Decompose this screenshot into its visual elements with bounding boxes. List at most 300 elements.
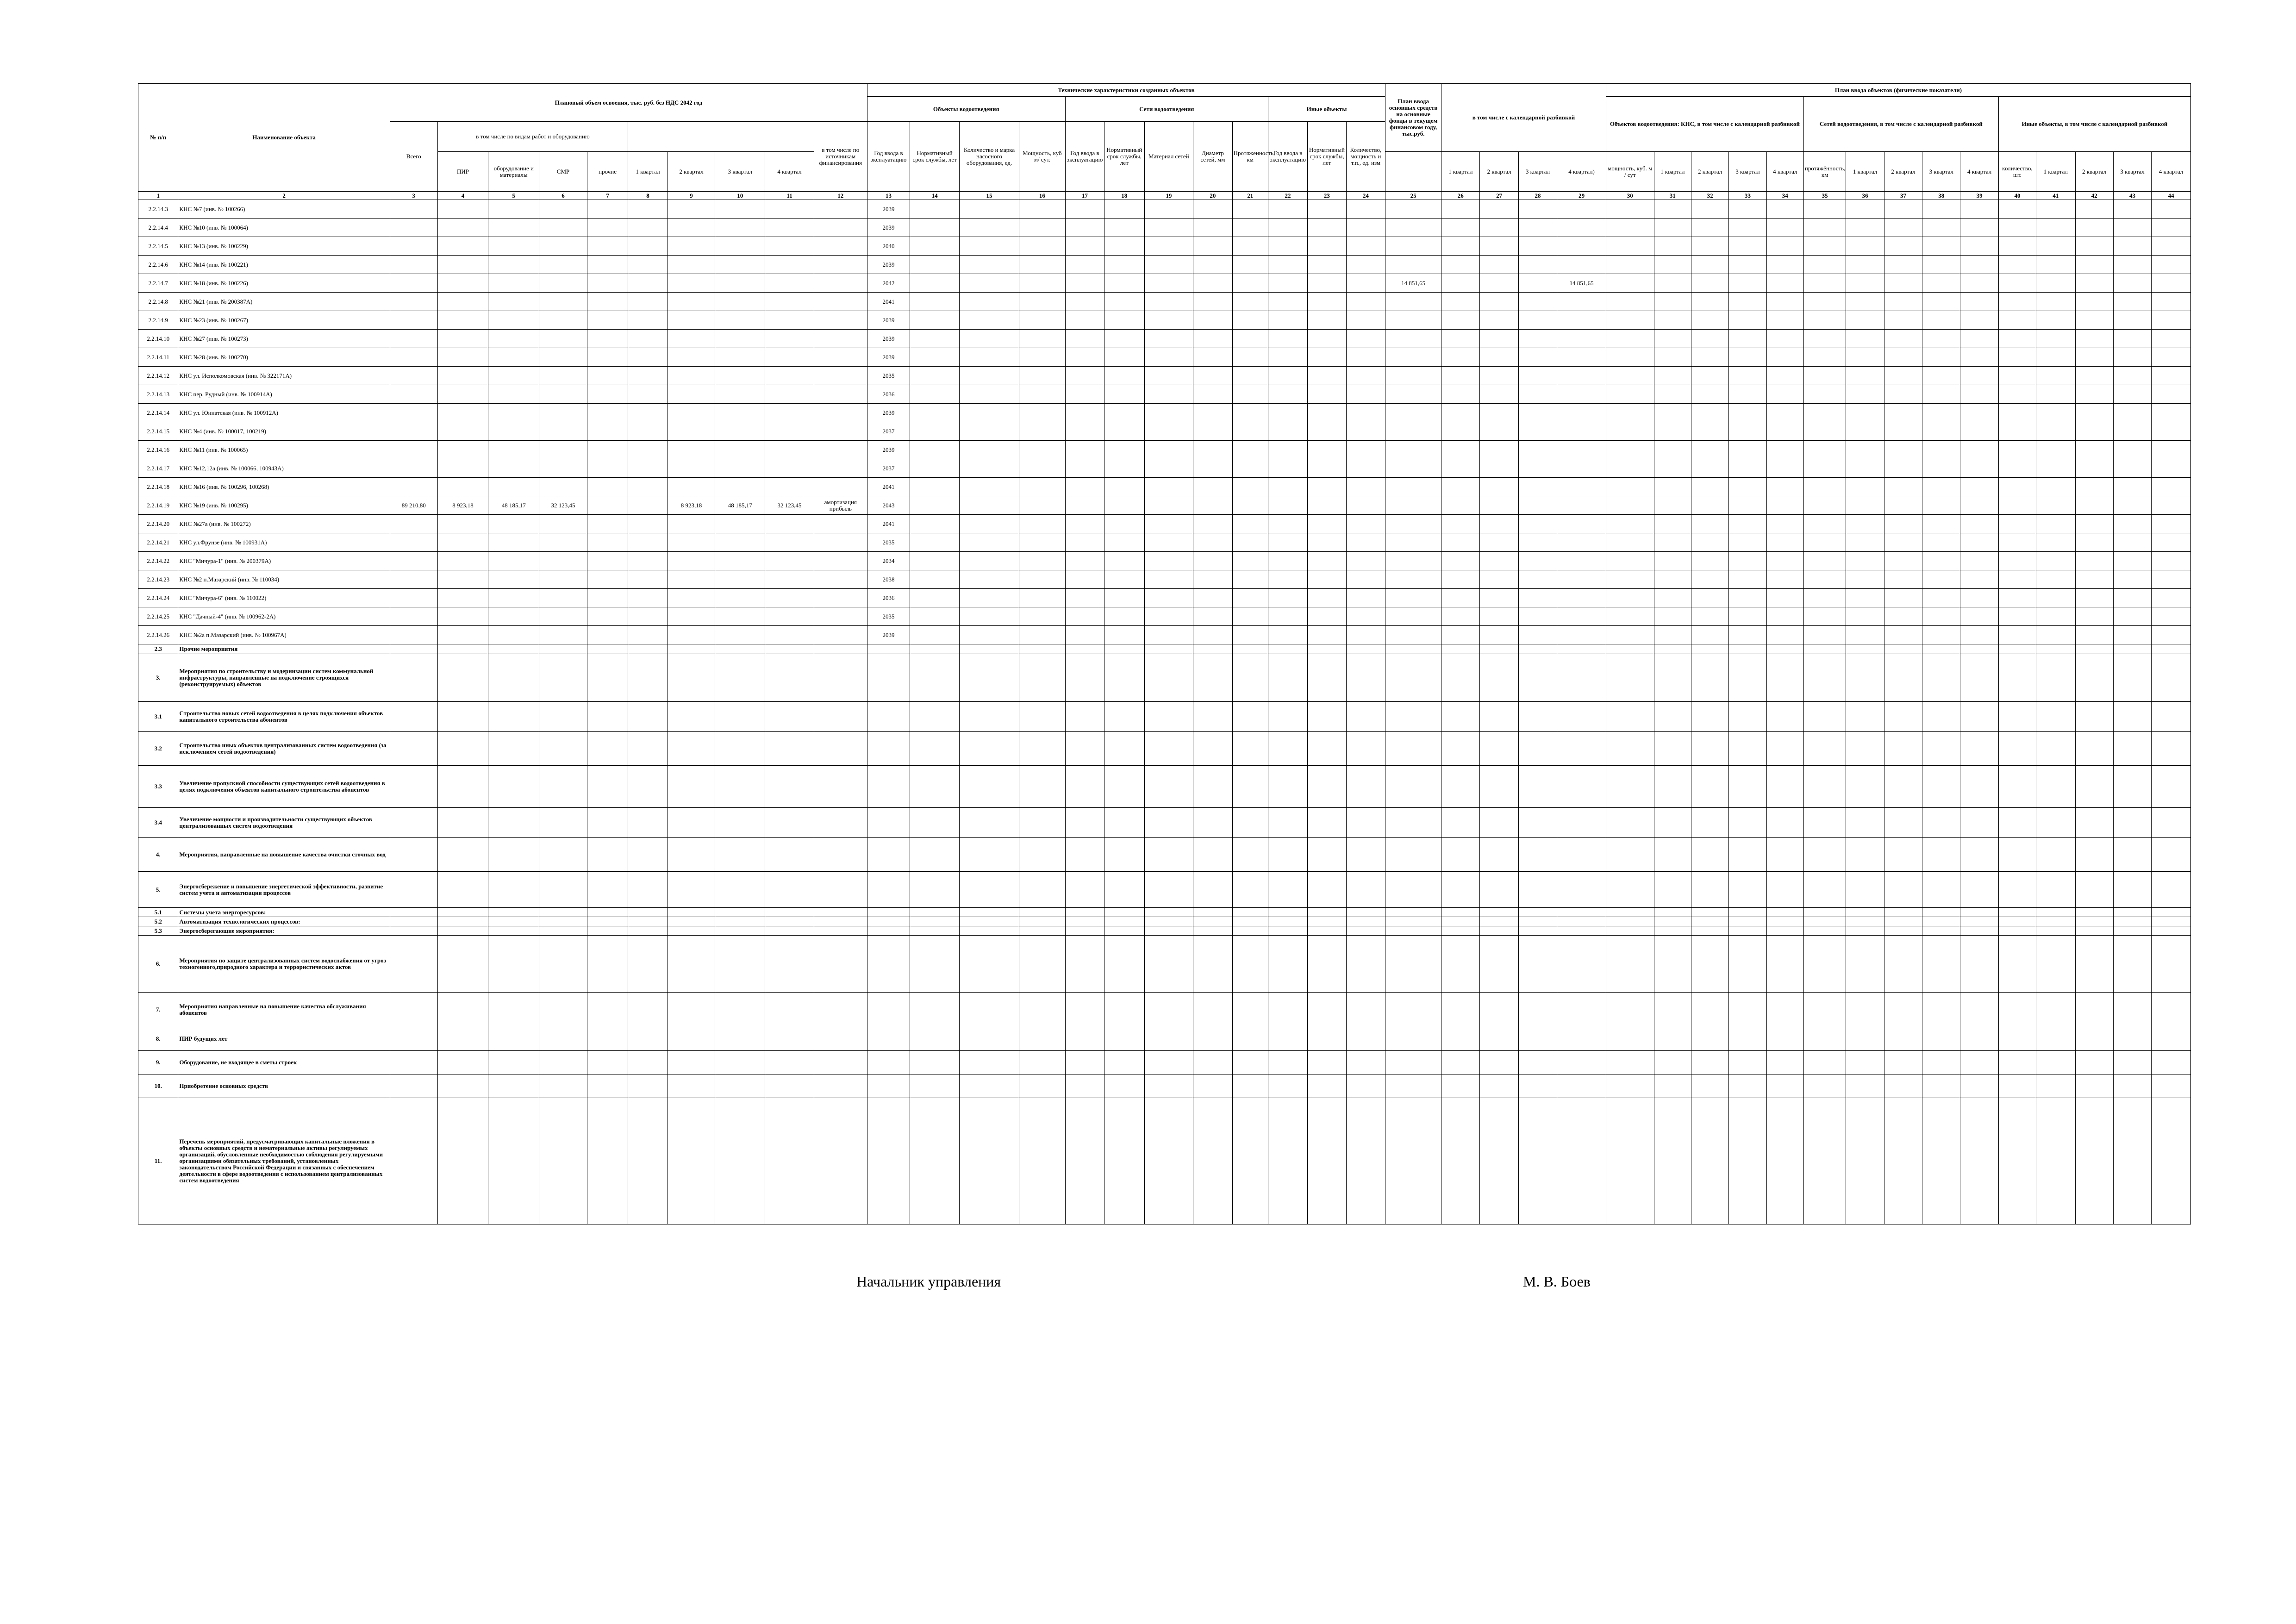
table-cell (539, 644, 587, 654)
table-cell (1960, 644, 1998, 654)
table-cell (2036, 515, 2075, 533)
table-cell (1308, 293, 1346, 311)
cell-name: КНС №11 (инв. № 100065) (178, 441, 390, 459)
section-name: Автоматизация технологических процессов: (178, 917, 390, 926)
table-cell (1518, 766, 1557, 808)
table-cell (2152, 872, 2191, 908)
table-cell (1441, 766, 1480, 808)
table-cell (1232, 626, 1268, 644)
table-cell (1518, 441, 1557, 459)
table-cell (1104, 385, 1144, 404)
table-cell (668, 626, 715, 644)
table-row (138, 385, 2191, 404)
table-cell (1385, 1051, 1441, 1074)
table-cell (539, 626, 587, 644)
table-cell (2075, 644, 2113, 654)
table-cell (1193, 926, 1232, 936)
table-cell (628, 404, 668, 422)
cell-name: КНС пер. Рудный (инв. № 100914А) (178, 385, 390, 404)
table-cell (1268, 1074, 1307, 1098)
table-cell (2036, 936, 2075, 993)
table-cell (488, 311, 539, 330)
table-cell (1654, 732, 1691, 766)
table-cell (2113, 293, 2151, 311)
table-cell (1441, 533, 1480, 552)
table-cell (1480, 274, 1518, 293)
table-cell (1232, 589, 1268, 607)
table-cell (628, 496, 668, 515)
table-cell (1385, 385, 1441, 404)
table-cell (2075, 237, 2113, 256)
table-cell (867, 1098, 910, 1224)
table-cell (390, 515, 437, 533)
table-cell (1998, 838, 2036, 872)
table-cell (2075, 459, 2113, 478)
table-cell (2075, 293, 2113, 311)
table-cell (1654, 237, 1691, 256)
table-cell (1144, 1051, 1193, 1074)
table-row (138, 311, 2191, 330)
table-cell (539, 654, 587, 702)
table-cell (715, 1098, 765, 1224)
table-cell (1766, 385, 1803, 404)
table-cell (1803, 293, 1846, 311)
table-cell (1518, 1027, 1557, 1051)
table-cell (1308, 515, 1346, 533)
table-cell (1606, 274, 1654, 293)
table-cell (1308, 908, 1346, 917)
table-cell (668, 1051, 715, 1074)
cell-n: 2.2.14.10 (138, 330, 178, 348)
table-cell (1019, 908, 1066, 917)
table-cell (1654, 1098, 1691, 1224)
table-cell (1308, 459, 1346, 478)
table-cell (1884, 644, 1922, 654)
table-cell (539, 422, 587, 441)
table-cell (1385, 367, 1441, 385)
table-cell (910, 1074, 960, 1098)
table-cell (867, 732, 910, 766)
table-cell (1557, 917, 1606, 926)
table-cell (1606, 607, 1654, 626)
table-cell (959, 936, 1019, 993)
table-cell (1606, 404, 1654, 422)
table-cell (1803, 533, 1846, 552)
cell-year: 2039 (867, 404, 910, 422)
table-cell (2036, 626, 2075, 644)
table-cell (1729, 274, 1766, 293)
table-cell (1104, 496, 1144, 515)
table-cell (1557, 1051, 1606, 1074)
table-cell (715, 311, 765, 330)
header-knc-q1: 1 квартал (1654, 152, 1691, 192)
table-cell (910, 219, 960, 237)
table-row (138, 237, 2191, 256)
table-cell (1065, 404, 1104, 422)
table-cell (2152, 367, 2191, 385)
table-cell (1441, 908, 1480, 917)
table-cell (488, 589, 539, 607)
table-cell (1766, 872, 1803, 908)
table-row (138, 293, 2191, 311)
table-cell (2152, 654, 2191, 702)
table-cell (628, 936, 668, 993)
table-cell (1193, 533, 1232, 552)
table-cell (765, 330, 814, 348)
column-number: 1 (138, 192, 178, 200)
table-cell (1998, 441, 2036, 459)
table-cell (1766, 552, 1803, 570)
table-cell (1268, 293, 1307, 311)
table-cell (437, 908, 488, 917)
table-cell (2036, 385, 2075, 404)
table-cell (1268, 936, 1307, 993)
table-cell (1385, 1027, 1441, 1051)
table-cell (539, 993, 587, 1027)
cell-name: КНС ул. Исполкомовская (инв. № 322171А) (178, 367, 390, 385)
table-cell (910, 367, 960, 385)
table-cell (539, 385, 587, 404)
table-cell (1104, 219, 1144, 237)
table-cell (1104, 654, 1144, 702)
table-cell (437, 926, 488, 936)
table-cell (1065, 1051, 1104, 1074)
table-cell (1518, 1051, 1557, 1074)
cell-year: 2039 (867, 200, 910, 219)
column-number: 39 (1960, 192, 1998, 200)
table-cell (539, 1074, 587, 1098)
table-cell (1308, 404, 1346, 422)
table-cell (1441, 589, 1480, 607)
table-cell (1104, 237, 1144, 256)
table-cell (1557, 993, 1606, 1027)
table-cell (1766, 1051, 1803, 1074)
table-cell (1729, 589, 1766, 607)
table-cell (1308, 237, 1346, 256)
table-cell (1998, 348, 2036, 367)
table-cell (959, 732, 1019, 766)
table-cell (814, 908, 867, 917)
cell-n: 2.2.14.6 (138, 256, 178, 274)
table-cell (1441, 607, 1480, 626)
table-cell (587, 589, 628, 607)
table-cell (910, 654, 960, 702)
table-cell (1884, 515, 1922, 533)
table-cell (1144, 515, 1193, 533)
table-cell (715, 478, 765, 496)
header-q4: 4 квартал (765, 152, 814, 192)
table-cell (1922, 515, 1960, 533)
table-cell (1518, 219, 1557, 237)
table-cell (488, 552, 539, 570)
table-cell (1691, 496, 1728, 515)
table-cell (1104, 404, 1144, 422)
table-cell (1884, 533, 1922, 552)
table-cell (1846, 1027, 1884, 1051)
table-cell (390, 441, 437, 459)
table-cell (1518, 993, 1557, 1027)
table-cell (1846, 459, 1884, 478)
header-smr: СМР (539, 152, 587, 192)
table-cell (1691, 237, 1728, 256)
table-cell (1480, 1051, 1518, 1074)
table-cell (2152, 766, 2191, 808)
table-cell (1346, 702, 1385, 732)
table-cell (1846, 348, 1884, 367)
table-cell (1480, 459, 1518, 478)
table-cell (1884, 917, 1922, 926)
table-cell (1480, 367, 1518, 385)
table-cell (1065, 459, 1104, 478)
table-cell (1922, 644, 1960, 654)
table-cell (488, 330, 539, 348)
table-cell (1480, 702, 1518, 732)
table-cell (1606, 872, 1654, 908)
table-cell (910, 237, 960, 256)
table-cell (1065, 607, 1104, 626)
table-cell (2152, 256, 2191, 274)
column-number: 12 (814, 192, 867, 200)
table-cell (1729, 515, 1766, 533)
table-cell (1232, 237, 1268, 256)
table-cell (1884, 626, 1922, 644)
table-cell (2113, 256, 2151, 274)
table-cell (1557, 838, 1606, 872)
table-cell (437, 515, 488, 533)
table-cell (1518, 626, 1557, 644)
table-cell (1557, 570, 1606, 589)
table-cell (1729, 732, 1766, 766)
table-cell (488, 274, 539, 293)
cell-year: 2039 (867, 441, 910, 459)
table-cell (1268, 200, 1307, 219)
table-cell (1019, 552, 1066, 570)
table-cell (867, 766, 910, 808)
table-cell (1480, 478, 1518, 496)
table-cell (539, 702, 587, 732)
table-cell (959, 200, 1019, 219)
cell-n: 2.2.14.14 (138, 404, 178, 422)
table-cell (1691, 872, 1728, 908)
table-cell (1308, 1051, 1346, 1074)
table-cell (765, 219, 814, 237)
table-cell (1803, 626, 1846, 644)
table-cell (1144, 200, 1193, 219)
table-cell (2152, 570, 2191, 589)
table-cell (1922, 917, 1960, 926)
table-cell (1480, 766, 1518, 808)
table-cell (715, 838, 765, 872)
table-cell (539, 478, 587, 496)
table-cell (1922, 459, 1960, 478)
header-oth-q2: 2 квартал (2075, 152, 2113, 192)
table-cell (1998, 570, 2036, 589)
table-cell (959, 293, 1019, 311)
table-cell (2036, 237, 2075, 256)
table-cell (1308, 478, 1346, 496)
table-cell (1065, 311, 1104, 330)
table-cell (959, 367, 1019, 385)
table-cell (1065, 732, 1104, 766)
table-cell (539, 926, 587, 936)
table-cell (668, 459, 715, 478)
table-cell (715, 917, 765, 926)
table-cell (1518, 926, 1557, 936)
table-cell (2036, 200, 2075, 219)
table-cell (1729, 367, 1766, 385)
column-number: 21 (1232, 192, 1268, 200)
table-cell (628, 1051, 668, 1074)
table-cell (437, 256, 488, 274)
table-cell (2113, 644, 2151, 654)
table-cell (1385, 607, 1441, 626)
section-row (138, 702, 2191, 732)
header-knc-q4: 4 квартал (1766, 152, 1803, 192)
table-cell (1480, 732, 1518, 766)
table-cell (1803, 644, 1846, 654)
cell-year: 2039 (867, 219, 910, 237)
table-cell (2152, 917, 2191, 926)
table-cell (959, 766, 1019, 808)
table-cell (539, 367, 587, 385)
table-cell (814, 917, 867, 926)
table-cell (1268, 766, 1307, 808)
header-length: Протяженность, км (1232, 122, 1268, 192)
table-cell (390, 993, 437, 1027)
cell-name: КНС №7 (инв. № 100266) (178, 200, 390, 219)
table-cell (668, 654, 715, 702)
table-cell (1998, 644, 2036, 654)
table-cell (715, 589, 765, 607)
table-cell (1998, 917, 2036, 926)
table-cell (1654, 496, 1691, 515)
table-cell (1654, 766, 1691, 808)
column-number: 9 (668, 192, 715, 200)
table-cell (437, 936, 488, 993)
table-cell (390, 219, 437, 237)
table-cell (1803, 219, 1846, 237)
table-cell (1019, 441, 1066, 459)
table-cell (1385, 348, 1441, 367)
table-cell (1065, 838, 1104, 872)
table-cell (1019, 478, 1066, 496)
header-net-split: Сетей водоотведения, в том числе с календарной разбивкой (1803, 97, 1998, 152)
column-number: 19 (1144, 192, 1193, 200)
table-cell (668, 732, 715, 766)
table-cell (587, 702, 628, 732)
table-cell (1691, 993, 1728, 1027)
table-cell (1104, 478, 1144, 496)
table-cell (1557, 872, 1606, 908)
table-cell (910, 1098, 960, 1224)
table-cell (1766, 936, 1803, 993)
table-cell (488, 1051, 539, 1074)
table-header (138, 84, 2191, 200)
table-cell (1691, 219, 1728, 237)
table-cell (1346, 311, 1385, 330)
table-cell (1960, 838, 1998, 872)
table-cell (2036, 808, 2075, 838)
table-cell (437, 422, 488, 441)
table-cell (1960, 293, 1998, 311)
header-net-year: Год ввода в эксплуатацию (1065, 122, 1104, 192)
table-cell (1441, 422, 1480, 441)
table-cell (1385, 926, 1441, 936)
table-cell (390, 478, 437, 496)
table-cell (1998, 459, 2036, 478)
table-cell (959, 533, 1019, 552)
table-cell (2113, 404, 2151, 422)
table-cell (1922, 1074, 1960, 1098)
table-cell (1441, 838, 1480, 872)
table-cell (539, 1027, 587, 1051)
table-cell (1846, 385, 1884, 404)
table-cell (1385, 766, 1441, 808)
table-cell (1104, 348, 1144, 367)
column-number: 2 (178, 192, 390, 200)
table-row (138, 367, 2191, 385)
table-cell (1884, 237, 1922, 256)
table-cell (1441, 1098, 1480, 1224)
table-cell (1065, 385, 1104, 404)
table-cell (1803, 348, 1846, 367)
table-row (138, 330, 2191, 348)
table-cell (1232, 644, 1268, 654)
section-row (138, 872, 2191, 908)
table-cell (628, 200, 668, 219)
table-cell (1846, 367, 1884, 385)
section-name: ПИР будущих лет (178, 1027, 390, 1051)
cell-name: КНС №23 (инв. № 100267) (178, 311, 390, 330)
table-cell (1385, 702, 1441, 732)
table-cell (488, 766, 539, 808)
table-cell (1268, 908, 1307, 917)
table-cell (1193, 330, 1232, 348)
column-number: 13 (867, 192, 910, 200)
cell-q3: 48 185,17 (715, 496, 765, 515)
table-cell (1998, 872, 2036, 908)
table-cell (2075, 838, 2113, 872)
cell-year: 2043 (867, 496, 910, 515)
table-cell (765, 570, 814, 589)
table-cell (910, 1027, 960, 1051)
header-net-service: Нормативный срок службы, лет (1104, 122, 1144, 192)
table-cell (1385, 993, 1441, 1027)
table-cell (1654, 808, 1691, 838)
table-cell (1480, 589, 1518, 607)
table-cell (1268, 367, 1307, 385)
table-cell (2036, 459, 2075, 478)
table-cell (1308, 838, 1346, 872)
table-cell (1441, 404, 1480, 422)
table-cell (1606, 626, 1654, 644)
table-cell (1268, 838, 1307, 872)
table-cell (1846, 589, 1884, 607)
table-cell (488, 993, 539, 1027)
table-cell (814, 422, 867, 441)
table-cell (1606, 515, 1654, 533)
column-number: 37 (1884, 192, 1922, 200)
table-cell (959, 237, 1019, 256)
table-cell (1922, 367, 1960, 385)
table-cell (1385, 936, 1441, 993)
table-cell (1232, 274, 1268, 293)
table-cell (814, 993, 867, 1027)
table-cell (1729, 385, 1766, 404)
table-cell (1065, 1027, 1104, 1051)
table-cell (1766, 200, 1803, 219)
table-cell (1557, 1074, 1606, 1098)
